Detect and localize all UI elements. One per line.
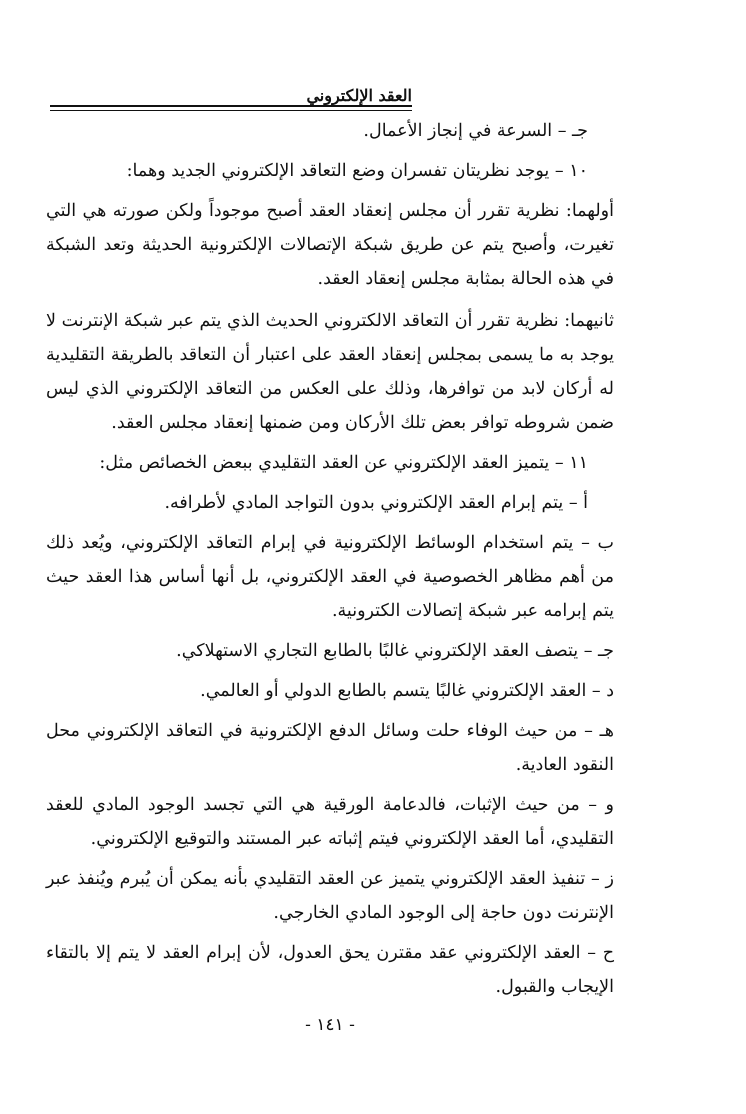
paragraph-speed: جـ – السرعة في إنجاز الأعمال. bbox=[363, 121, 588, 141]
paragraph-item-11: ١١ – يتميز العقد الإلكتروني عن العقد التقليدي ببعض الخصائص مثل: bbox=[99, 453, 588, 473]
body-text bbox=[46, 112, 614, 1004]
list-item-alif: أ – يتم إبرام العقد الإلكتروني بدون التواجد المادي لأطرافه. bbox=[164, 493, 588, 513]
paragraph-item-10: ١٠ – يوجد نظريتان تفسران وضع التعاقد الإلكتروني الجديد وهما: bbox=[126, 161, 588, 181]
running-header-title: العقد الإلكتروني bbox=[306, 86, 412, 105]
list-item-dal: د – العقد الإلكتروني غالبًا يتسم بالطابع الدولي أو العالمي. bbox=[200, 681, 614, 701]
list-item-zay: ز – تنفيذ العقد الإلكتروني يتميز عن العقد التقليدي بأنه يمكن أن يُبرم ويُنفذ عبر الإنترنت دون حاجة إلى الوجود المادي الخارجي. bbox=[46, 869, 614, 923]
page-number: - ١٤١ - bbox=[305, 1015, 355, 1035]
list-item-ha2: ح – العقد الإلكتروني عقد مقترن يحق العدول، لأن إبرام العقد لا يتم إلا بالتقاء الإيجاب والقبول. bbox=[46, 943, 614, 997]
header-rule-thick bbox=[50, 105, 412, 107]
list-item-ha: هـ – من حيث الوفاء حلت وسائل الدفع الإلكترونية في التعاقد الإلكتروني محل النقود العادية. bbox=[46, 721, 614, 775]
list-item-ba: ب – يتم استخدام الوسائط الإلكترونية في إبرام التعاقد الإلكتروني، ويُعد ذلك من أهم مظاهر الخصوصية في العقد الإلكتروني، بل أنها أساس هذا العقد حيث يتم إبرامه عبر شبكة إتصالات الكترونية. bbox=[46, 533, 614, 621]
list-item-jim: جـ – يتصف العقد الإلكتروني غالبًا بالطابع التجاري الاستهلاكي. bbox=[176, 641, 614, 661]
paragraph-first-theory: أولهما: نظرية تقرر أن مجلس إنعقاد العقد أصبح موجوداً ولكن صورته هي التي تغيرت، وأصبح يتم عن طريق شبكة الإتصالات الإلكترونية الحديثة وتعد الشبكة في هذه الحالة بمثابة مجلس إنعقاد العقد. bbox=[46, 201, 614, 289]
list-item-waw: و – من حيث الإثبات، فالدعامة الورقية هي التي تجسد الوجود المادي للعقد التقليدي، أما العقد الإلكتروني فيتم إثباته عبر المستند والتوقيع الإلكتروني. bbox=[46, 795, 614, 849]
paragraph-second-theory: ثانيهما: نظرية تقرر أن التعاقد الالكتروني الحديث الذي يتم عبر شبكة الإنترنت لا يوجد به ما يسمى بمجلس إنعقاد العقد على اعتبار أن التعاقد بالطريقة التقليدية له أركان لابد من توافرها، وذلك على العكس من التعاقد الإلكتروني الذي ليس ضمن شروطه توافر بعض تلك الأركان ومن ضمنها إنعقاد مجلس العقد. bbox=[46, 311, 614, 433]
header-rule-thin bbox=[50, 110, 412, 111]
